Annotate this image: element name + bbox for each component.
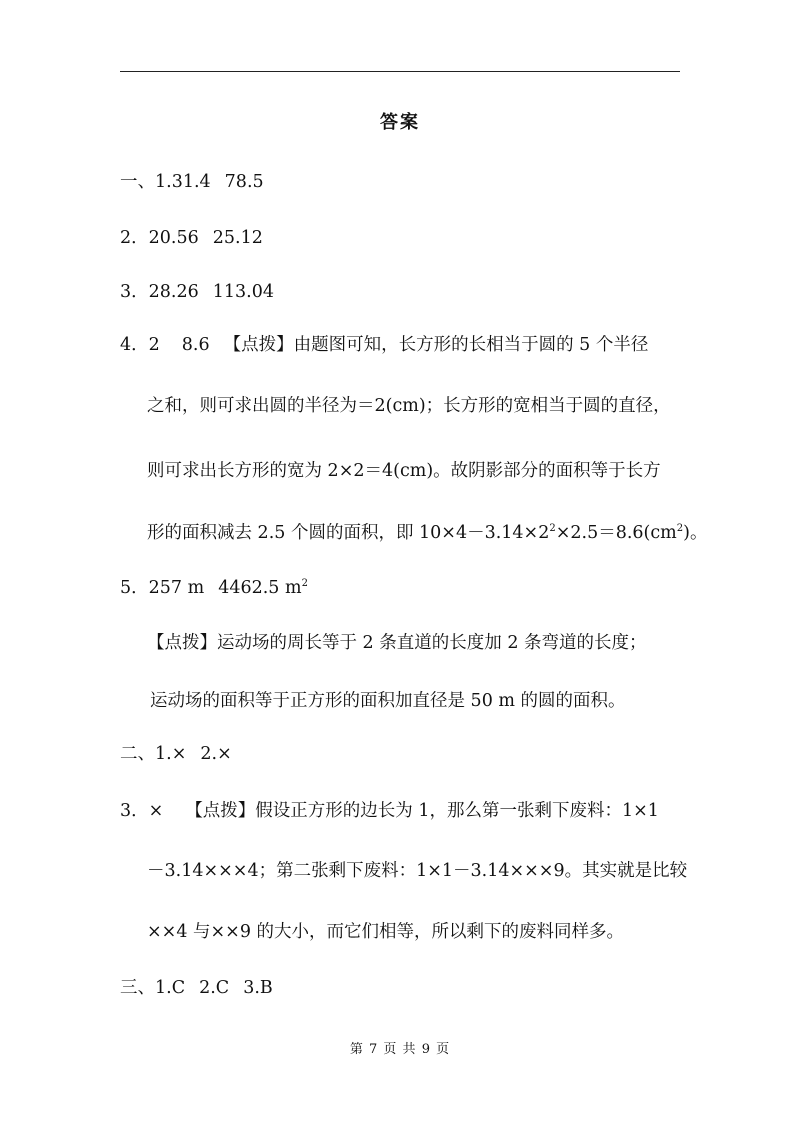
answer-line-1-2 [120, 226, 263, 250]
hint-line: 【点拨】运动场的周长等于 2 条直道的长度加 2 条弯道的长度； [147, 633, 647, 653]
hint-line: 则可求出长方形的宽为 2×2＝4(cm)。故阴影部分的面积等于长方 [147, 461, 661, 481]
answer-text: 一、1.31.4 [120, 172, 211, 192]
hint-line: ××4 与××9 的大小，而它们相等，所以剩下的废料同样多。 [147, 922, 625, 942]
superscript: 2 [301, 578, 308, 589]
answer-line-1-5 [120, 576, 308, 600]
hint-line: 运动场的面积等于正方形的面积加直径是 50 m 的圆的面积。 [150, 691, 626, 711]
answer-text: 三、1.C [120, 978, 186, 998]
superscript: 2 [549, 523, 556, 534]
superscript: 2 [676, 523, 684, 534]
answer-text: 3.B [243, 978, 273, 998]
hint-line: －3.14×××4；第二张剩下废料：1×1－3.14×××9。其实就是比较 [147, 861, 688, 881]
hint-line: 之和，则可求出圆的半径为＝2(cm)；长方形的宽相当于圆的直径， [147, 396, 671, 416]
answer-text: 8.6 [181, 335, 210, 355]
hint-text: )。 [683, 523, 708, 543]
hint-text: 【点拨】假设正方形的边长为 1，那么第一张剩下废料：1×1 [185, 801, 659, 821]
answer-text: 78.5 [224, 172, 264, 192]
answer-line-2-3 [120, 799, 659, 823]
answer-text: 4．2 [120, 335, 160, 355]
answer-text: 2.× [200, 744, 232, 764]
hint-text: 【点拨】由题图可知，长方形的长相当于圆的 5 个半径 [223, 335, 649, 355]
answer-text: 4462.5 m [218, 578, 302, 598]
hint-line [147, 521, 708, 545]
answer-text: 113.04 [212, 282, 274, 302]
hint-text: ×2.5＝8.6(cm [555, 523, 677, 543]
answer-text: 2．20.56 [120, 228, 199, 248]
answer-text: 25.12 [212, 228, 263, 248]
answer-line-1-3 [120, 280, 274, 304]
answer-text: 2.C [199, 978, 230, 998]
header-rule [120, 71, 680, 72]
answer-text: 3．× [120, 801, 164, 821]
answer-text: 5．257 m [120, 578, 205, 598]
page-title: 答案 [380, 112, 420, 133]
hint-text: 形的面积减去 2.5 个圆的面积，即 10×4－3.14×2 [147, 523, 550, 543]
answer-line-2-1 [120, 742, 232, 766]
answer-line-1-4 [120, 333, 648, 357]
answer-line-3 [120, 976, 273, 1000]
answer-line-1-1 [120, 170, 264, 194]
answer-text: 3．28.26 [120, 282, 199, 302]
page-footer: 第 7 页 共 9 页 [349, 1042, 451, 1057]
answer-text: 二、1.× [120, 744, 187, 764]
